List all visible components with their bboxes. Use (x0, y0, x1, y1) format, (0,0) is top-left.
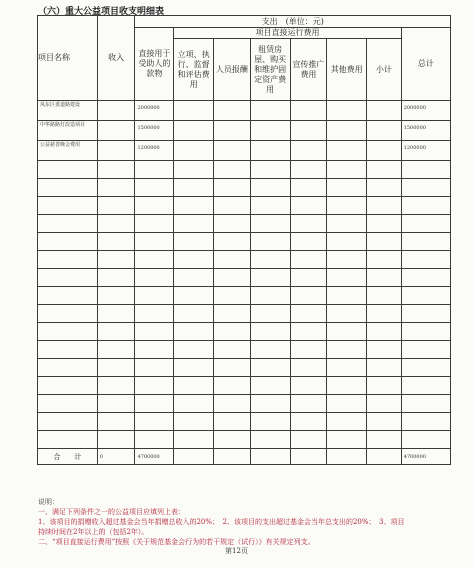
header-direct-operating: 项目直接运行费用 (174, 28, 401, 39)
totals-row (38, 449, 451, 465)
header-lease-assets-fee: 租赁房屋、购买和维护固定资产费用 (250, 39, 290, 101)
table-row (38, 395, 451, 413)
header-total: 总计 (401, 28, 450, 101)
row-project-name: 公益慈善晚会费用 (38, 141, 98, 161)
table-row (38, 359, 451, 377)
table-row (38, 251, 451, 269)
header-personnel-pay: 人员报酬 (214, 39, 251, 101)
page-number: 第12页 (225, 547, 248, 555)
table-row (38, 287, 451, 305)
totals-income: 0 (97, 449, 135, 465)
row-income (97, 121, 135, 141)
row-total: 1500000 (401, 121, 450, 141)
table-row (38, 305, 451, 323)
row-total: 1200000 (401, 141, 450, 161)
expenditure-table (37, 15, 451, 465)
header-subtotal: 小计 (367, 39, 402, 101)
header-direct-funding: 直接用于受助人的款物 (135, 28, 174, 101)
table-row (38, 101, 451, 121)
header-income: 收入 (97, 16, 135, 101)
header-project-setup-fee: 立项、执行、监督和评估费用 (174, 39, 214, 101)
table-title: （六）重大公益项目收支明细表 (38, 7, 165, 17)
table-row (38, 323, 451, 341)
notes-line-4: 二、“项目直接运行费用”按照《关于规范基金会行为的若干规定（试行）》有关规定列支。 (38, 538, 315, 546)
table-row (38, 377, 451, 395)
table-row (38, 121, 451, 141)
row-direct-funding: 1200000 (135, 141, 174, 161)
table-row (38, 141, 451, 161)
row-direct-funding: 2000000 (135, 101, 174, 121)
row-direct-funding: 1500000 (135, 121, 174, 141)
table-row (38, 197, 451, 215)
table-row (38, 161, 451, 179)
totals-label: 合 计 (38, 449, 98, 465)
table-row (38, 233, 451, 251)
header-promotion-fee: 宣传推广费用 (290, 39, 327, 101)
row-income (97, 101, 135, 121)
notes-label: 说明： (38, 498, 59, 506)
header-expenditure-unit: 支出 (单位：元) (135, 16, 451, 28)
header-other-fee: 其他费用 (327, 39, 367, 101)
table-row (38, 431, 451, 449)
notes-line-1: 一、满足下列条件之一的公益项目应填列上表： (38, 508, 185, 516)
row-project-name: 凤东区委道路建设 (38, 101, 98, 121)
notes-line-2: 1、该项目的捐赠收入超过基金会当年捐赠总收入的20%； 2、该项目的支出超过基金会当年总支出的20%； 3、项目 (38, 518, 405, 526)
table-row (38, 179, 451, 197)
table-row (38, 413, 451, 431)
notes-section (38, 497, 458, 547)
totals-total: 4700000 (401, 449, 450, 465)
row-project-name: 中华路路灯改造项目 (38, 121, 98, 141)
table-row (38, 269, 451, 287)
header-project-name: 项目名称 (38, 16, 98, 101)
table-row (38, 215, 451, 233)
totals-direct-funding: 4700000 (135, 449, 174, 465)
row-income (97, 141, 135, 161)
table-row (38, 341, 451, 359)
row-total: 2000000 (401, 101, 450, 121)
notes-line-3: 持续时间在2年以上的（包括2年）。 (38, 528, 149, 536)
